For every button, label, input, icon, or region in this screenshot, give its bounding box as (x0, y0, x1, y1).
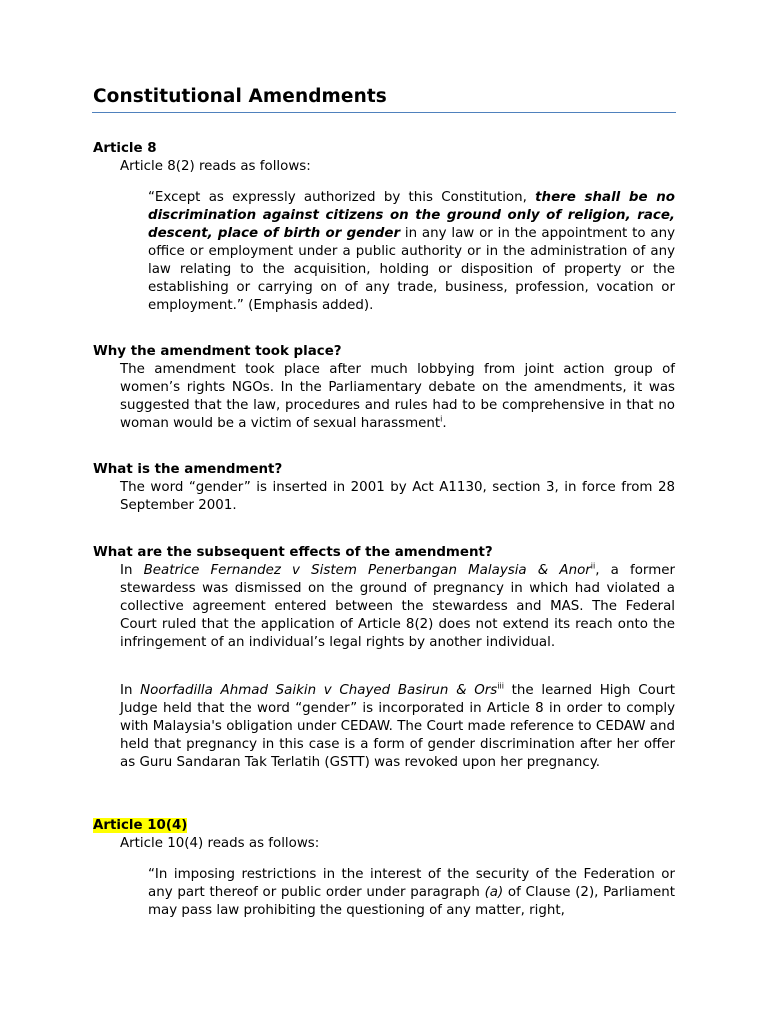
title-underline (92, 112, 676, 113)
why-end: . (442, 416, 447, 431)
article-10-4-intro: Article 10(4) reads as follows: (120, 836, 320, 851)
why-paragraph (120, 361, 675, 433)
footnote-ref-iii[interactable]: iii (497, 681, 504, 691)
footnote-ref-ii[interactable]: ii (590, 561, 596, 571)
footnote-ref-i[interactable]: i (440, 414, 443, 424)
article-10-4-quote-para: (a) (484, 885, 504, 900)
effects-p2-text: the learned High Court Judge held that the word “gender” is incorporated in Article 8 in order to comply with Malaysia's obligation under CEDAW. The Court made reference to CEDAW and held that pregnancy in this case is a form of gender discrimination after her offer as Guru Sandaran Tak Terlatih (GSTT) was revoked upon her pregnancy. (120, 683, 675, 770)
article-10-4-quote (148, 866, 675, 920)
why-text: The amendment took place after much lobbying from joint action group of women’s rights NGOs. In the Parliamentary debate on the amendments, it was suggested that the law, procedures and rules had to be comprehensive in that no woman would be a victim of sexual harassment (120, 362, 675, 431)
why-heading: Why the amendment took place? (93, 344, 342, 359)
effects-p2-pre: In (120, 683, 141, 698)
effects-p1-text: , a former stewardess was dismissed on the ground of pregnancy in which had violated a collective agreement entered between the stewardess and MAS. The Federal Court ruled that the application of Article 8(2) does not extend its reach onto the infringement of an individual’s legal rights by another individual. (120, 563, 675, 650)
what-paragraph: The word “gender” is inserted in 2001 by Act A1130, section 3, in force from 28 September 2001. (120, 480, 675, 513)
effects-paragraph-2 (120, 682, 675, 772)
article-8-quote-emphasis: there shall be no discrimination against citizens on the ground only of religion, race, descent, place of birth or gender (148, 190, 676, 241)
article-10-4-heading (93, 817, 187, 835)
what-heading: What is the amendment? (93, 462, 283, 477)
effects-heading: What are the subsequent effects of the amendment? (93, 545, 493, 560)
effects-p1-pre: In (120, 563, 144, 578)
case-name-beatrice: Beatrice Fernandez v Sistem Penerbangan Malaysia & Anor (143, 563, 591, 578)
article-8-quote-open: “Except as expressly authorized by this Constitution, (148, 190, 536, 205)
article-8-quote (148, 189, 675, 315)
case-name-noorfadilla: Noorfadilla Ahmad Saikin v Chayed Basirun & Ors (140, 683, 498, 698)
effects-paragraph-1 (120, 562, 675, 652)
article-8-heading: Article 8 (93, 141, 157, 156)
article-10-4-highlight: Article 10(4) (93, 818, 188, 833)
page-title: Constitutional Amendments (93, 86, 387, 107)
article-10-4-quote-open: “In imposing restrictions in the interest of the security of the Federation or any part thereof or public order under paragraph (148, 867, 675, 900)
article-10-4-quote-close: of Clause (2), Parliament may pass law prohibiting the questioning of any matter, right, (148, 885, 675, 918)
article-8-quote-close: in any law or in the appointment to any office or employment under a public authority or in the administration of any law relating to the acquisition, holding or disposition of property or the establishing or carrying on of any trade, business, profession, vocation or employment.” (Emphasis added). (148, 226, 676, 313)
article-8-intro: Article 8(2) reads as follows: (120, 159, 311, 174)
